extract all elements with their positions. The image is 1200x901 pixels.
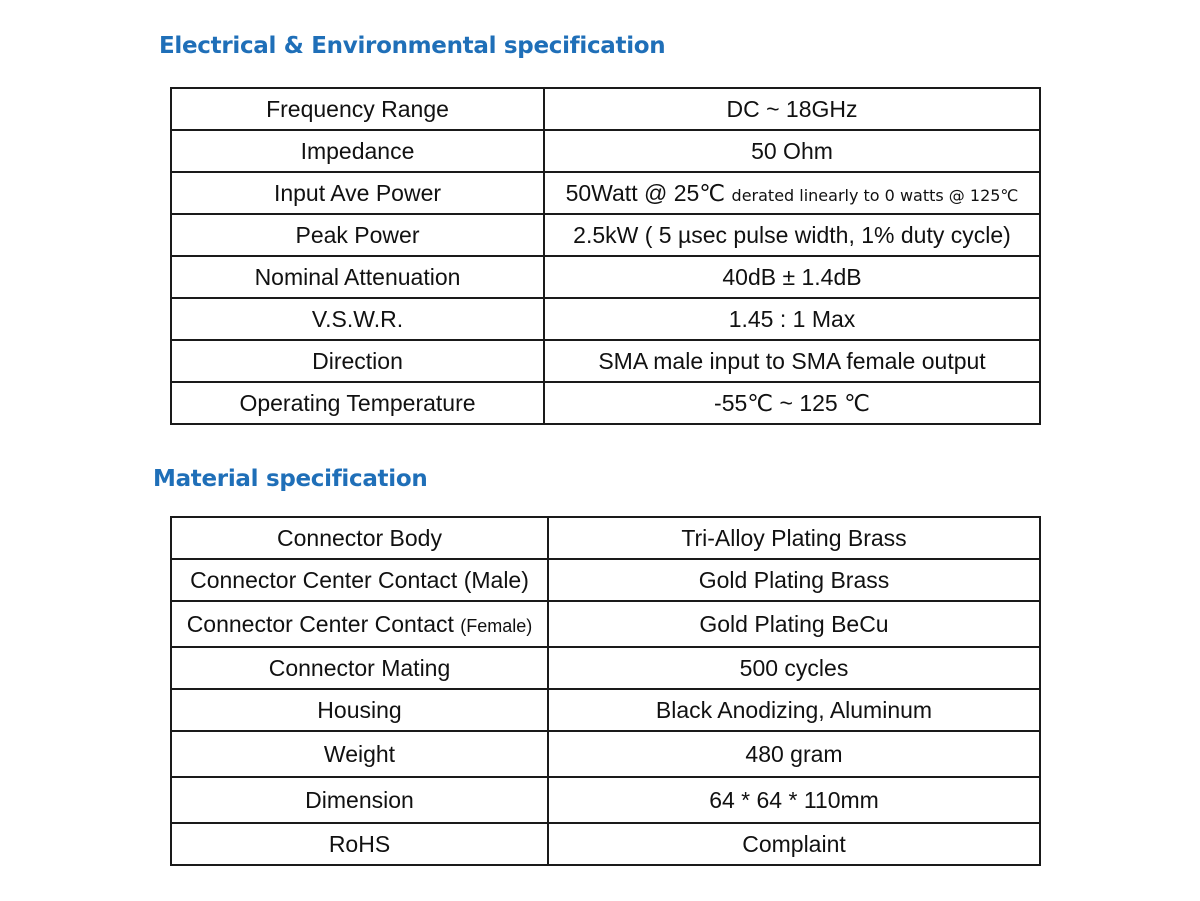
- spec-value: Black Anodizing, Aluminum: [548, 689, 1040, 731]
- spec-value: Complaint: [548, 823, 1040, 865]
- table-row: [171, 647, 1040, 689]
- table-row: [171, 559, 1040, 601]
- electrical-spec-title: Electrical & Environmental specification: [159, 33, 666, 59]
- spec-value: 500 cycles: [548, 647, 1040, 689]
- table-row: [171, 256, 1040, 298]
- spec-value: 480 gram: [548, 731, 1040, 777]
- material-spec-title: Material specification: [153, 466, 428, 492]
- spec-label: Peak Power: [171, 214, 544, 256]
- table-row: [171, 340, 1040, 382]
- spec-label: Dimension: [171, 777, 548, 823]
- spec-label-cell: [171, 559, 548, 601]
- table-row: [171, 298, 1040, 340]
- table-row: [171, 382, 1040, 424]
- spec-label: Connector Body: [171, 517, 548, 559]
- spec-value: Gold Plating Brass: [548, 559, 1040, 601]
- spec-value: 2.5kW ( 5 µsec pulse width, 1% duty cycle): [544, 214, 1040, 256]
- spec-value: Gold Plating BeCu: [548, 601, 1040, 647]
- table-row: [171, 689, 1040, 731]
- spec-label-qualifier: (Male): [463, 566, 529, 593]
- spec-value: 50Watt @ 25℃: [565, 179, 726, 206]
- spec-label: V.S.W.R.: [171, 298, 544, 340]
- spec-label: Operating Temperature: [171, 382, 544, 424]
- spec-value: 1.45 : 1 Max: [544, 298, 1040, 340]
- spec-label: Connector Center Contact: [190, 566, 464, 593]
- table-row: [171, 88, 1040, 130]
- spec-value: DC ~ 18GHz: [544, 88, 1040, 130]
- spec-label: Weight: [171, 731, 548, 777]
- table-row: [171, 130, 1040, 172]
- spec-value: 64 * 64 * 110mm: [548, 777, 1040, 823]
- table-row: [171, 172, 1040, 214]
- spec-label: Frequency Range: [171, 88, 544, 130]
- spec-label: Connector Center Contact: [186, 610, 461, 637]
- table-row: [171, 517, 1040, 559]
- table-row: [171, 731, 1040, 777]
- electrical-spec-table: [170, 87, 1041, 425]
- spec-label-cell: [171, 601, 548, 647]
- table-row: [171, 777, 1040, 823]
- spec-value-note: derated linearly to 0 watts @ 125℃: [731, 185, 1019, 205]
- spec-label: RoHS: [171, 823, 548, 865]
- spec-value: SMA male input to SMA female output: [544, 340, 1040, 382]
- spec-label: Impedance: [171, 130, 544, 172]
- spec-label: Direction: [171, 340, 544, 382]
- spec-label: Housing: [171, 689, 548, 731]
- spec-label: Nominal Attenuation: [171, 256, 544, 298]
- spec-value: 40dB ± 1.4dB: [544, 256, 1040, 298]
- spec-label: Connector Mating: [171, 647, 548, 689]
- spec-value: 50 Ohm: [544, 130, 1040, 172]
- material-spec-table: [170, 516, 1041, 866]
- spec-value: -55℃ ~ 125 ℃: [544, 382, 1040, 424]
- spec-value-cell: [544, 172, 1040, 214]
- table-row: [171, 214, 1040, 256]
- spec-value: Tri-Alloy Plating Brass: [548, 517, 1040, 559]
- spec-label: Input Ave Power: [171, 172, 544, 214]
- table-row: [171, 601, 1040, 647]
- spec-label-qualifier: (Female): [460, 615, 533, 636]
- table-row: [171, 823, 1040, 865]
